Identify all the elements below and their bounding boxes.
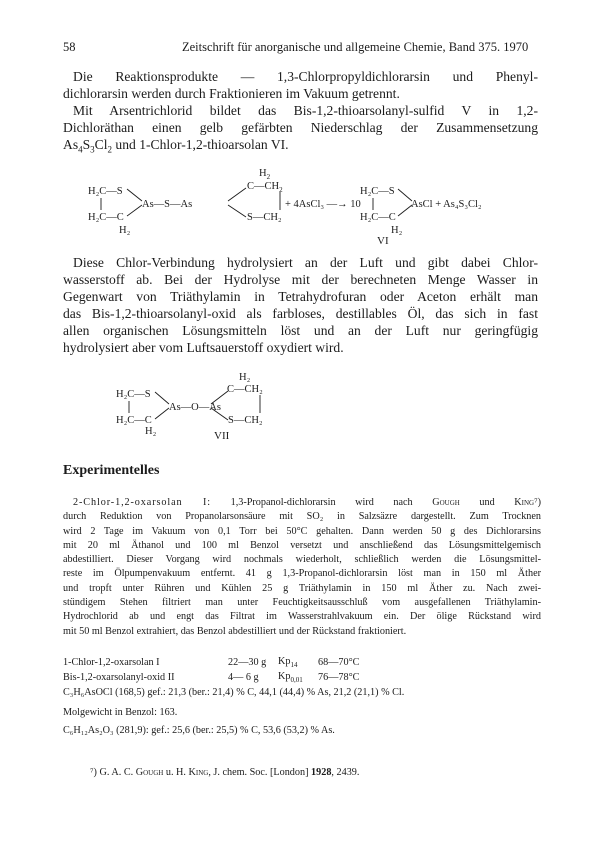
structure-vii — [108, 370, 308, 442]
scheme-label: H₂C—C — [116, 415, 152, 426]
paragraph-1 — [63, 68, 538, 102]
text-line: Dichloräthan einen gelb gefärbten Niederschlag der Zusammensetzung — [63, 120, 538, 135]
compound-label-vii: VII — [214, 430, 230, 442]
elemental-analysis-2: C₆H₁₂As₂O₃ (281,9): gef.: 25,6 (ber.: 25,5) % C, 53,6 (53,2) % As. — [63, 725, 335, 736]
scheme-label: S—CH₂ — [247, 212, 282, 223]
scheme-label: $C—CH_2$ — [247, 181, 283, 194]
text-line: mit 50 ml Benzol extrahiert, das Benzol abdestilliert und der Rückstand fraktioniert. — [63, 625, 407, 637]
text-line: reste im Ölpumpenvakuum entfernt. 41 g 1,3-Propanol-dichlorarsin löst man in 150 ml Äther — [63, 568, 541, 580]
reaction-scheme-1 — [80, 164, 520, 244]
text-line: Diese Chlor-Verbindung hydrolysiert an der Luft und gibt dabei Chlor- — [73, 255, 538, 270]
scheme-label: H₂ — [119, 225, 131, 236]
scheme-label: AsCl + As₄S₃Cl₂ — [411, 199, 482, 210]
text-line: und tropft unter Rühren und Kühlen 25 g Triäthylamin in 150 ml Äther zu. Nach zwei- — [63, 582, 541, 594]
scheme-label: H₂C—S — [360, 186, 395, 197]
text-line: dichlorarsin werden durch Fraktionieren im Vakuum getrennt. — [63, 86, 400, 101]
scheme-label: H₂C—S — [88, 186, 123, 197]
elemental-analysis-1: C₃H₆AsOCl (168,5) gef.: 21,3 (ber.: 21,4) % C, 44,1 (44,4) % As, 21,2 (21,1) % Cl. — [63, 687, 405, 698]
text-line: mit 20 ml Äthanol und 100 ml Benzol versetzt und anschließend das Lösungsmittelgemisch — [63, 539, 541, 551]
text-line: abdestilliert. Dieser Vorgang wird nochmals wiederholt, schließlich werden die Lösungsmittel- — [63, 554, 541, 566]
scheme-label: $H_2$ — [259, 168, 271, 181]
author-name: King — [188, 767, 209, 778]
table-row: 1-Chlor-1,2-oxarsolan I 22—30 g $Kp_{14}$ 68—70°C — [63, 655, 360, 670]
author-name: Gough — [135, 767, 164, 778]
paragraph-3 — [63, 254, 538, 356]
text-line: allen organischen Lösungsmitteln löst und an der Luft nur geringfügig — [63, 323, 538, 338]
scheme-label: H₂ — [145, 426, 157, 437]
scheme-label: H₂C—C — [88, 212, 124, 223]
scheme-label: S—CH₂ — [228, 415, 263, 426]
scheme-label: C—CH₂ — [227, 384, 263, 395]
text-line: Hydrochlorid ab und engt das Filtrat im Wasserstrahlvakuum ein. Der ölige Rückstand wird — [63, 611, 541, 623]
running-title: Zeitschrift für anorganische und allgemeine Chemie, Band 375. 1970 — [182, 40, 529, 54]
scheme-label: As—O—As — [169, 402, 221, 413]
compound-title: 2-Chlor-1,2-oxarsolan I: — [73, 497, 212, 508]
footnote: ⁷) G. A. C. Gough u. H. King, J. chem. Soc. [London] 1928, 2439. — [90, 767, 360, 778]
text-line: wasserstoff ab. Bei der Hydrolyse mit der berechneten Menge Wasser in — [63, 272, 538, 287]
scheme-label: H₂C—C — [360, 212, 396, 223]
text-line: 2-Chlor-1,2-oxarsolan I: 1,3-Propanol-dichlorarsin wird nach Gough und King⁷) — [73, 497, 542, 508]
text-line: das Bis-1,2-thioarsolanyl-oxid als farbloses, destillables Öl, das sich in fast — [63, 306, 538, 321]
experimental-paragraph — [63, 496, 541, 639]
scheme-label: + 4AsCl₃ —→ 10 — [285, 199, 361, 210]
author-name: King — [514, 497, 535, 508]
scheme-label: H₂C—S — [116, 389, 151, 400]
text-line: wird 2 Tage im Vakuum von 0,1 Torr bei 50°C gehalten. Dann werden 50 g des Dichlorarsins — [63, 525, 541, 537]
molecular-weight: Molgewicht in Benzol: 163. — [63, 707, 178, 718]
text-line: hydrolysiert aber vom Luftsauerstoff oxydiert wird. — [63, 340, 344, 355]
text-line: stündigem Stehen filtriert man unter Feuchtigkeitsausschluß vom ausgefallenen Triäthylamin- — [63, 597, 541, 609]
paragraph-2 — [63, 102, 538, 153]
page-number: 58 — [63, 40, 76, 54]
scheme-label: As—S—As — [142, 199, 193, 210]
text-line: Mit Arsentrichlorid bildet das Bis-1,2-thioarsolanyl-sulfid V in 1,2- — [73, 103, 538, 118]
author-name: Gough — [432, 497, 460, 508]
compound-label-vi: VI — [377, 235, 389, 244]
results-table — [63, 655, 359, 685]
table-row: Bis-1,2-oxarsolanyl-oxid II 4— 6 g $Kp_{0,01}$ 76—78°C — [63, 670, 360, 685]
scheme-label: H₂ — [391, 225, 403, 236]
text-line: Die Reaktionsprodukte — 1,3-Chlorpropyldichlorarsin und Phenyl- — [73, 69, 538, 84]
text-line: durch Reduktion von Propanolarsonsäure mit SO₂ in Salzsäzre dargestellt. Zum Trocknen — [63, 511, 541, 523]
text-line: Gegenwart von Triäthylamin in Tetrahydrofuran oder Aceton erhält man — [63, 289, 538, 304]
footnote-ref: ⁷) — [534, 497, 542, 508]
text-line: $As_4S_3Cl_2$ und 1-Chlor-1,2-thioarsolan VI. — [63, 137, 289, 155]
scheme-label: H₂ — [239, 372, 251, 383]
section-heading: Experimentelles — [63, 463, 160, 478]
